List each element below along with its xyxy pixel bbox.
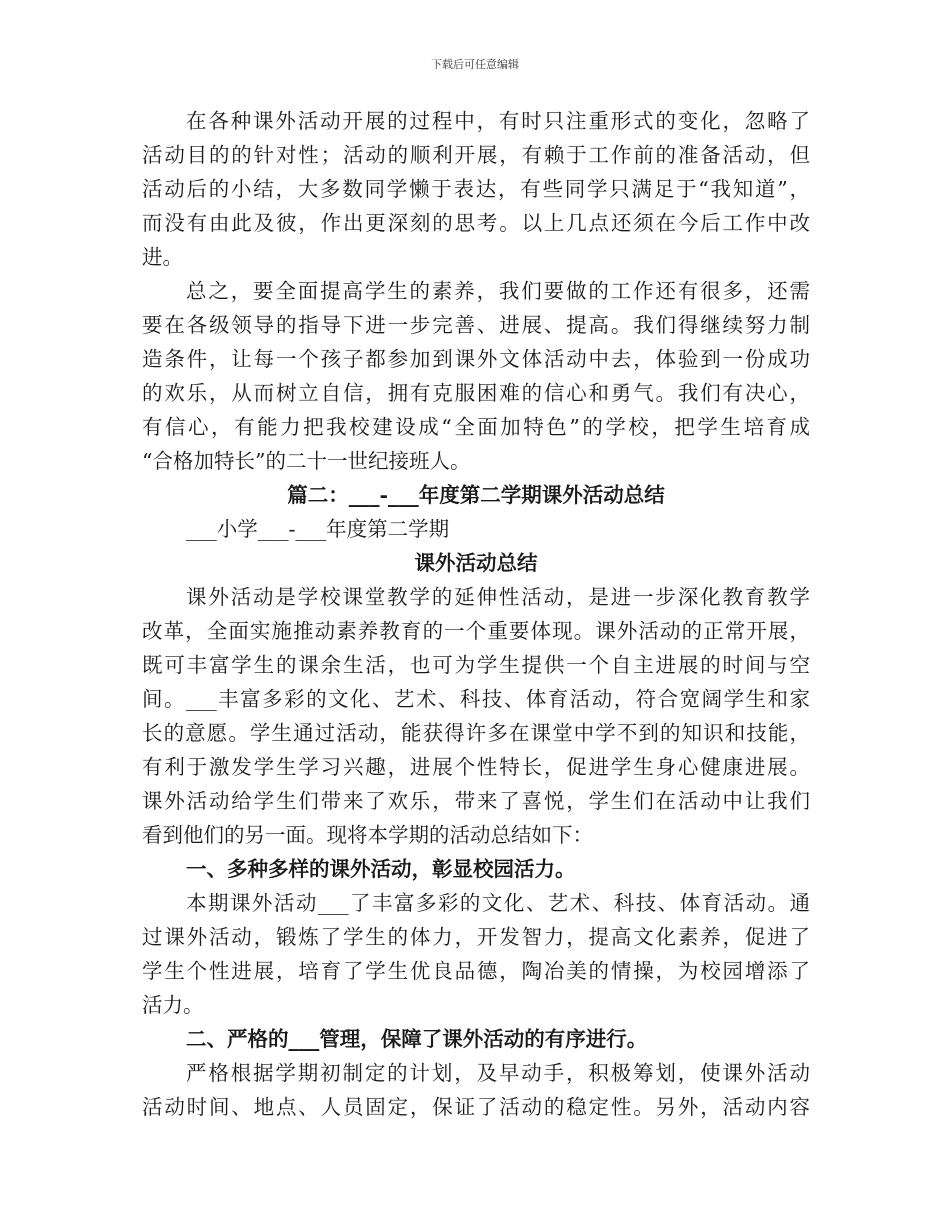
paragraph-line: 的欢乐，从而树立自信，拥有克服困难的信心和勇气。我们有决心， bbox=[142, 381, 810, 405]
paragraph-line: 既可丰富学生的课余生活，也可为学生提供一个自主进展的时间与空 bbox=[142, 653, 810, 677]
paragraph-line: 有信心，有能力把我校建设成“全面加特色”的学校，把学生培育成 bbox=[142, 415, 810, 439]
paragraph-line: 总之，要全面提高学生的素养，我们要做的工作还有很多，还需 bbox=[186, 279, 810, 303]
document-title: 课外活动总结 bbox=[414, 551, 538, 575]
paragraph-line: 进。 bbox=[142, 245, 183, 269]
paragraph-line: 活动时间、地点、人员固定，保证了活动的稳定性。另外，活动内容 bbox=[142, 1095, 810, 1119]
paragraph-line: “合格加特长”的二十一世纪接班人。 bbox=[142, 449, 471, 473]
section-heading: 二、严格的___管理，保障了课外活动的有序进行。 bbox=[186, 1027, 648, 1051]
subtitle-line: ___小学___-___年度第二学期 bbox=[186, 517, 450, 541]
paragraph-line: 活动后的小结，大多数同学懒于表达，有些同学只满足于“我知道”， bbox=[142, 177, 810, 201]
section-title: 篇二：___-___年度第二学期课外活动总结 bbox=[287, 483, 665, 507]
paragraph-line: 而没有由此及彼，作出更深刻的思考。以上几点还须在今后工作中改 bbox=[142, 211, 810, 235]
paragraph-line: 学生个性进展，培育了学生优良品德，陶冶美的情操，为校园增添了 bbox=[142, 959, 810, 983]
paragraph-line: 有利于激发学生学习兴趣，进展个性特长，促进学生身心健康进展。 bbox=[142, 755, 810, 779]
document-body bbox=[142, 104, 810, 1124]
paragraph-line: 在各种课外活动开展的过程中，有时只注重形式的变化，忽略了 bbox=[186, 109, 810, 133]
paragraph-line: 长的意愿。学生通过活动，能获得许多在课堂中学不到的知识和技能， bbox=[142, 721, 810, 745]
paragraph-line: 活力。 bbox=[142, 993, 204, 1017]
paragraph-line: 要在各级领导的指导下进一步完善、进展、提高。我们得继续努力制 bbox=[142, 313, 810, 337]
paragraph-line: 看到他们的另一面。现将本学期的活动总结如下： bbox=[142, 823, 593, 847]
paragraph-line: 改革，全面实施推动素养教育的一个重要体现。课外活动的正常开展， bbox=[142, 619, 810, 643]
paragraph-line: 活动目的的针对性；活动的顺利开展，有赖于工作前的准备活动，但 bbox=[142, 143, 810, 167]
paragraph-line: 课外活动给学生们带来了欢乐，带来了喜悦，学生们在活动中让我们 bbox=[142, 789, 810, 813]
page-header: 下载后可任意编辑 bbox=[431, 58, 519, 71]
section-heading: 一、多种多样的课外活动，彰显校园活力。 bbox=[186, 857, 576, 881]
paragraph-line: 严格根据学期初制定的计划，及早动手，积极筹划，使课外活动 bbox=[186, 1061, 810, 1085]
paragraph-line: 间。___丰富多彩的文化、艺术、科技、体育活动，符合宽阔学生和家 bbox=[142, 687, 810, 711]
paragraph-line: 课外活动是学校课堂教学的延伸性活动，是进一步深化教育教学 bbox=[186, 585, 810, 609]
paragraph-line: 造条件，让每一个孩子都参加到课外文体活动中去，体验到一份成功 bbox=[142, 347, 810, 371]
paragraph-line: 过课外活动，锻炼了学生的体力，开发智力，提高文化素养，促进了 bbox=[142, 925, 810, 949]
paragraph-line: 本期课外活动___了丰富多彩的文化、艺术、科技、体育活动。通 bbox=[186, 891, 810, 915]
